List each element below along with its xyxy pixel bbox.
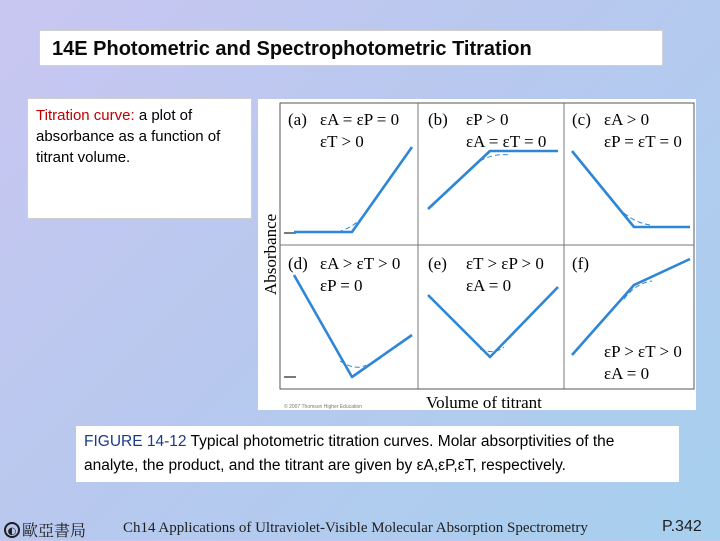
copyright-text: © 2007 Thomson Higher Education xyxy=(284,404,363,410)
publisher-logo xyxy=(4,518,86,541)
panel-c-id: (c) xyxy=(572,110,591,129)
slide-title: 14E Photometric and Spectrophotometric Titration xyxy=(52,38,532,60)
curve-a xyxy=(294,147,412,232)
publisher-logo-text: 歐亞書局 xyxy=(22,523,87,540)
page-number: P.342 xyxy=(662,518,702,535)
panel-d-line2: εP = 0 xyxy=(320,276,363,295)
panel-b-line1: εP > 0 xyxy=(466,110,509,129)
curve-c xyxy=(572,151,690,227)
definition-text: a plot of absorbance as a function of titrant volume. xyxy=(36,107,221,166)
panel-c-line2: εP = εT = 0 xyxy=(604,132,682,151)
titration-figure xyxy=(258,99,696,410)
panel-e-line2: εA = 0 xyxy=(466,276,512,295)
panel-c-line1: εA > 0 xyxy=(604,110,650,129)
panel-f-line1: εP > εT > 0 xyxy=(604,342,682,361)
definition-term: Titration curve: xyxy=(36,107,135,124)
panel-a-line2: εT > 0 xyxy=(320,132,364,151)
curve-f xyxy=(572,259,690,355)
titration-curves-svg xyxy=(258,99,696,410)
caption-label: FIGURE 14-12 xyxy=(84,433,187,450)
curve-b xyxy=(428,151,558,209)
footer-chapter: Ch14 Applications of Ultraviolet-Visible Molecular Absorption Spectrometry xyxy=(123,520,588,536)
x-axis-label: Volume of titrant xyxy=(426,393,542,410)
figure-caption xyxy=(76,426,679,482)
panel-a-line1: εA = εP = 0 xyxy=(320,110,400,129)
definition-box xyxy=(27,98,252,219)
panel-f-line2: εA = 0 xyxy=(604,364,650,383)
panel-b-line2: εA = εT = 0 xyxy=(466,132,547,151)
panel-d-id: (d) xyxy=(288,254,308,273)
caption-text: Typical photometric titration curves. Molar absorptivities of the analyte, the product, and the titrant are given by εA,εP,εT, respectively. xyxy=(84,433,615,474)
panel-f-id: (f) xyxy=(572,254,589,273)
panel-e-line1: εT > εP > 0 xyxy=(466,254,544,273)
panel-e-id: (e) xyxy=(428,254,447,273)
publisher-logo-icon: ◐ xyxy=(4,522,20,538)
curve-e xyxy=(428,287,558,357)
title-box xyxy=(39,30,663,66)
panel-d-line1: εA > εT > 0 xyxy=(320,254,401,273)
panel-b-id: (b) xyxy=(428,110,448,129)
y-axis-label: Absorbance xyxy=(261,213,280,295)
panel-a-id: (a) xyxy=(288,110,307,129)
